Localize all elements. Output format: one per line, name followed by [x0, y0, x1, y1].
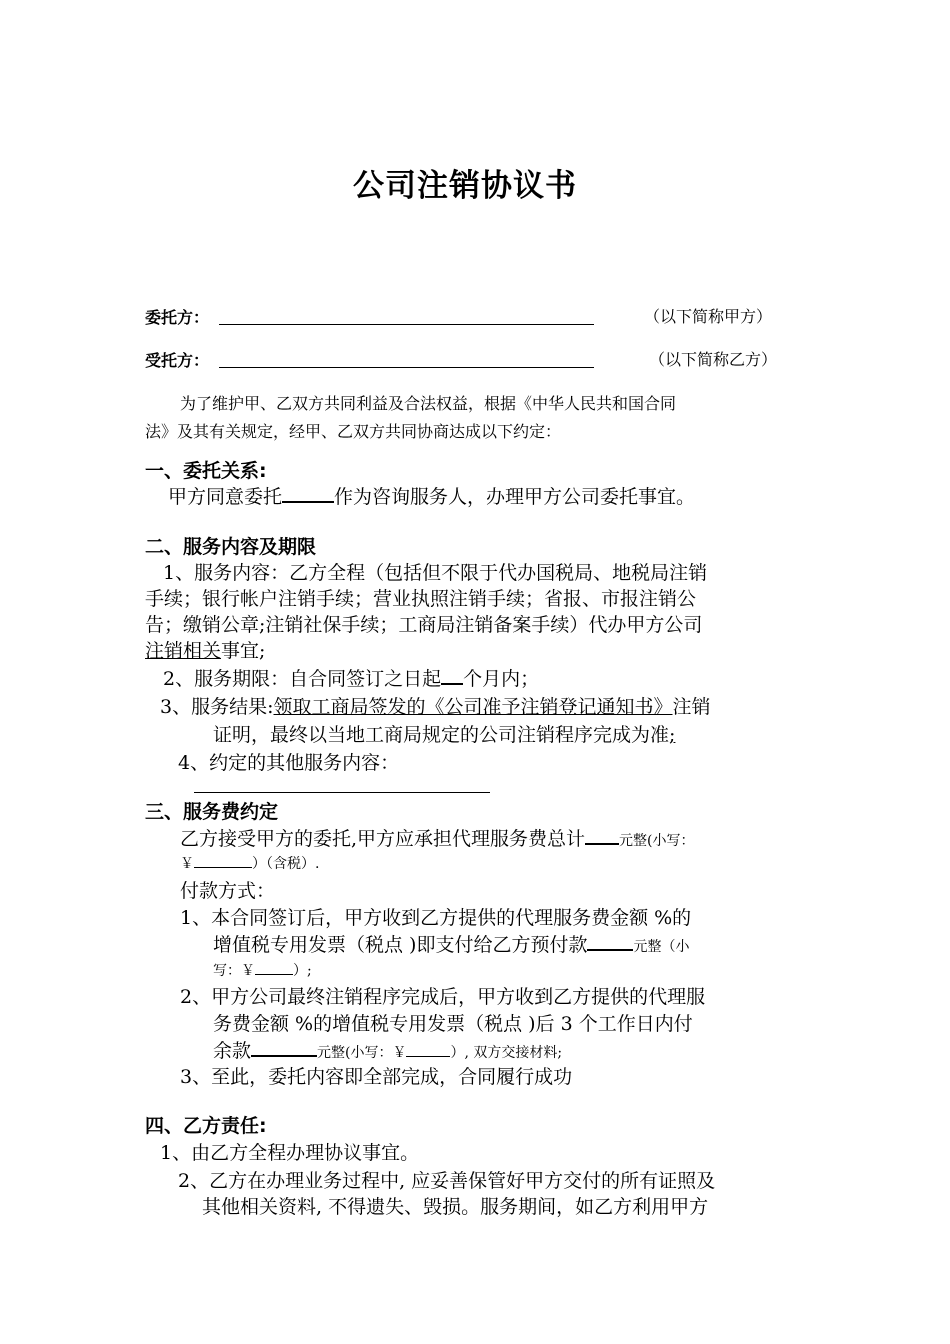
agent-blank [219, 367, 594, 368]
payment-method-title: 付款方式： [180, 880, 276, 902]
other-services-blank [194, 792, 490, 793]
section-4-heading: 四、乙方责任: [145, 1115, 267, 1137]
section-2-heading: 二、服务内容及期限 [145, 536, 317, 558]
service-result-line-2: 证明，最终以当地工商局规定的公司注销程序完成为准; [213, 724, 676, 746]
payment-1-line-3: 写：￥ ）; [213, 963, 312, 979]
section-1-text: 甲方同意委托 作为咨询服务人，办理甲方公司委托事宜。 [168, 486, 696, 508]
principal-label: 委托方： [145, 308, 210, 327]
fee-total-line-2: ￥ ）（含税）. [180, 856, 320, 872]
responsibility-2-line-2: 其他相关资料, 不得遗失、毁损。服务期间，如乙方利用甲方 [202, 1196, 709, 1218]
preamble-line-1: 为了维护甲、乙双方共同利益及合法权益，根据《中华人民共和国合同 [180, 394, 677, 413]
document-title: 公司注销协议书 [353, 168, 577, 204]
payment-2-line-2: 务费金额 %的增值税专用发票（税点 )后 3 个工作日内付 [213, 1013, 693, 1035]
payment-3: 3、至此，委托内容即全部完成，合同履行成功 [180, 1066, 573, 1088]
service-content-line-4: 注销相关事宜; [145, 640, 266, 662]
fee-total-line-1: 乙方接受甲方的委托,甲方应承担代理服务费总计 元整(小写： [180, 828, 695, 850]
service-period: 2、服务期限：自合同签订之日起 个月内； [163, 668, 540, 690]
payment-1-line-2: 增值税专用发票（税点 )即支付给乙方预付款 元整（小 [213, 934, 690, 956]
agent-note: （以下简称乙方） [649, 350, 778, 369]
service-content-line-3: 告；缴销公章;注销社保手续；工商局注销备案手续）代办甲方公司 [145, 614, 703, 636]
preamble-line-2: 法》及其有关规定，经甲、乙双方共同协商达成以下约定： [145, 422, 562, 441]
other-services: 4、约定的其他服务内容： [178, 752, 400, 774]
service-content-line-1: 1、服务内容：乙方全程（包括但不限于代办国税局、地税局注销 [163, 562, 708, 584]
payment-2-line-1: 2、甲方公司最终注销程序完成后，甲方收到乙方提供的代理服 [180, 986, 706, 1008]
agent-label: 受托方： [145, 351, 210, 370]
principal-blank [219, 324, 594, 325]
service-result-line-1: 3、服务结果:领取工商局签发的《公司准予注销登记通知书》注销 [160, 696, 711, 718]
service-content-line-2: 手续；银行帐户注销手续；营业执照注销手续；省报、市报注销公 [145, 588, 697, 610]
payment-2-line-3: 余款 元整(小写：￥ ）, 双方交接材料; [213, 1040, 563, 1062]
principal-note: （以下简称甲方） [644, 307, 773, 326]
payment-1-line-1: 1、本合同签订后，甲方收到乙方提供的代理服务费金额 %的 [180, 907, 692, 929]
responsibility-1: 1、由乙方全程办理协议事宜。 [160, 1142, 420, 1164]
section-1-heading: 一、委托关系: [145, 460, 267, 482]
section-3-heading: 三、服务费约定 [145, 801, 279, 823]
responsibility-2-line-1: 2、乙方在办理业务过程中, 应妥善保管好甲方交付的所有证照及 [178, 1170, 716, 1192]
